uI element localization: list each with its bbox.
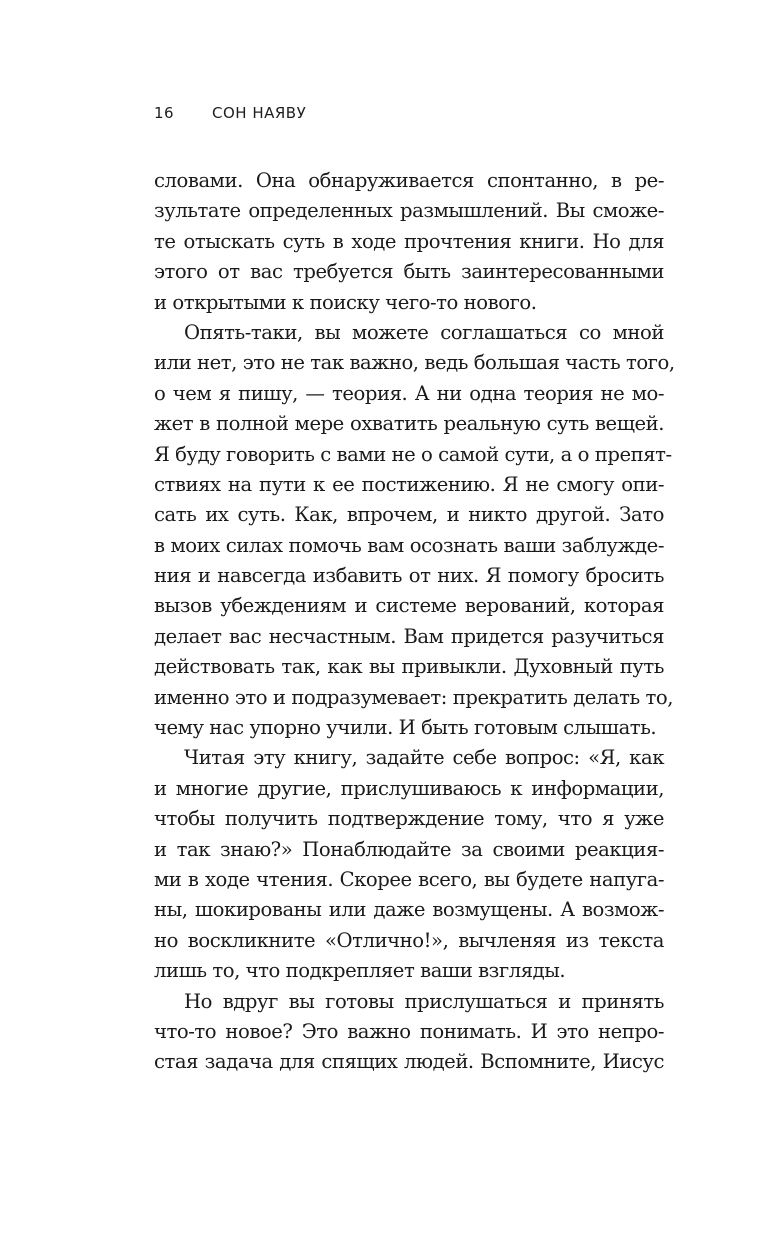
text-line: но воскликните «Отлично!», вычленяя из текста — [154, 928, 664, 952]
text-line: именно это и подразумевает: прекратить делать то, — [154, 685, 673, 709]
text-line: или нет, это не так важно, ведь большая часть того, — [154, 351, 675, 375]
text-line: Опять-таки, вы можете соглашаться со мной — [184, 320, 664, 344]
text-line: и открытыми к поиску чего-то нового. — [154, 290, 537, 314]
text-line: что-то новое? Это важно понимать. И это непро- — [154, 1019, 664, 1043]
text-line: чему нас упорно учили. И быть готовым слышать. — [154, 716, 657, 740]
text-line: жет в полной мере охватить реальную суть вещей. — [154, 412, 664, 436]
text-line: лишь то, что подкрепляет ваши взгляды. — [154, 959, 566, 983]
text-line: ствиях на пути к ее постижению. Я не смогу опи- — [154, 472, 664, 496]
running-head — [154, 104, 306, 122]
text-line: Читая эту книгу, задайте себе вопрос: «Я, как — [184, 746, 664, 770]
text-line: делает вас несчастным. Вам придется разучиться — [154, 624, 664, 648]
text-line: словами. Она обнаруживается спонтанно, в ре- — [154, 169, 664, 192]
text-line: и так знаю?» Понаблюдайте за своими реакция- — [154, 837, 664, 861]
text-line: в моих силах помочь вам осознать ваши заблужде- — [154, 533, 664, 557]
text-line: и многие другие, прислушиваюсь к информации, — [154, 776, 664, 800]
text-line: ми в ходе чтения. Скорее всего, вы будете напуга- — [154, 867, 664, 891]
text-line: ния и навсегда избавить от них. Я помогу бросить — [154, 564, 664, 588]
page-number: 16 — [154, 104, 175, 122]
text-line: о чем я пишу, — теория. А ни одна теория не мо- — [154, 381, 664, 405]
text-line: зультате определенных размышлений. Вы сможе- — [154, 199, 664, 223]
text-line: действовать так, как вы привыкли. Духовный путь — [154, 655, 664, 679]
text-line: Но вдруг вы готовы прислушаться и принять — [184, 989, 664, 1013]
running-title: СОН НАЯВУ — [212, 104, 307, 122]
text-line: сать их суть. Как, впрочем, и никто другой. Зато — [154, 503, 664, 527]
text-line: те отыскать суть в ходе прочтения книги. Но для — [154, 229, 664, 253]
text-line: вызов убеждениям и системе верований, которая — [154, 594, 664, 618]
body-text — [154, 166, 675, 1078]
text-line: ны, шокированы или даже возмущены. А возмож- — [154, 898, 664, 922]
text-line: стая задача для спящих людей. Вспомните, Иисус — [154, 1050, 664, 1074]
text-line: Я буду говорить с вами не о самой сути, а о препят- — [154, 442, 672, 466]
text-line: этого от вас требуется быть заинтересованными — [154, 260, 664, 284]
text-line: чтобы получить подтверждение тому, что я уже — [154, 807, 664, 831]
